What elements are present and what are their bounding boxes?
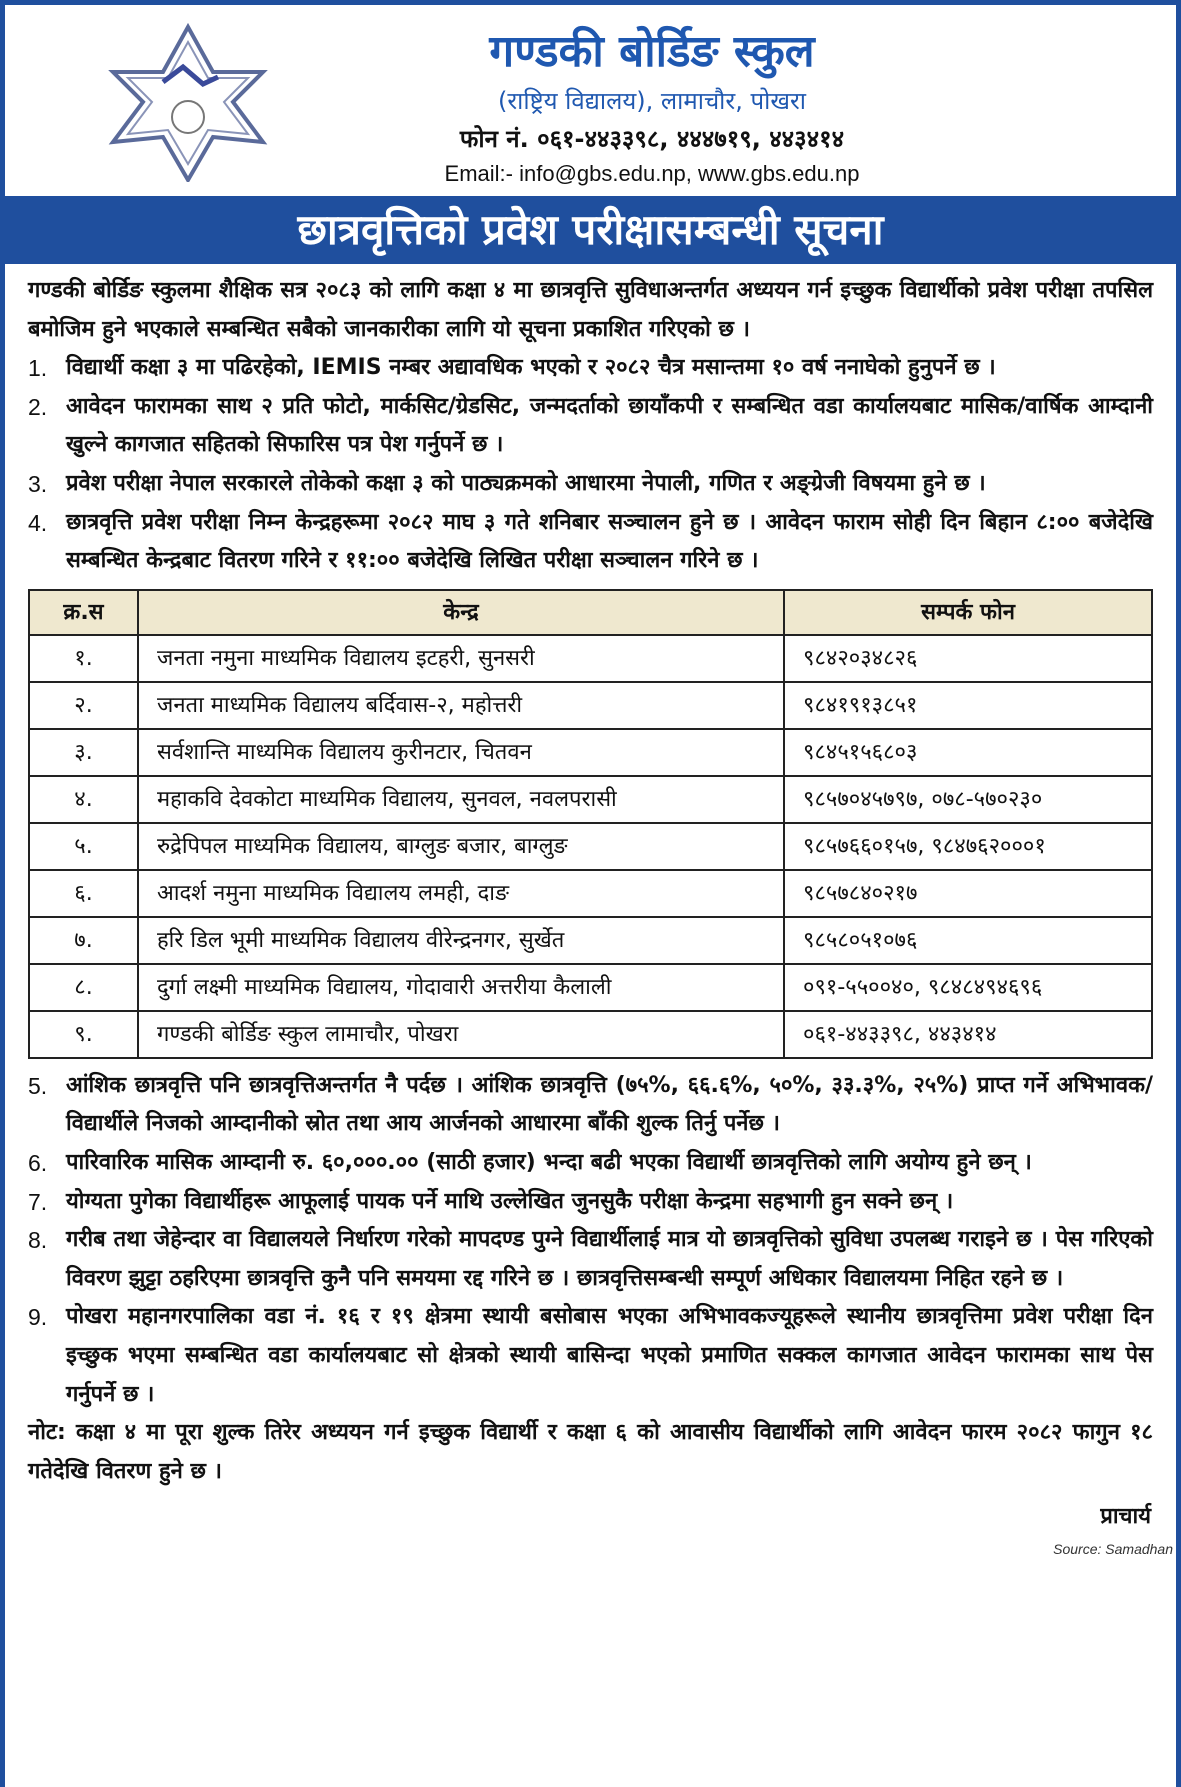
cell-center: महाकवि देवकोटा माध्यमिक विद्यालय, सुनवल, नवलपरासी bbox=[138, 776, 784, 823]
item-text: योग्यता पुगेका विद्यार्थीहरू आफूलाई पायक पर्ने माथि उल्लेखित जुनसुकै परीक्षा केन्द्रमा सहभागी हुन सक्ने छन् । bbox=[66, 1188, 954, 1214]
cell-phone: ९८४२०३४८२६ bbox=[784, 635, 1152, 682]
item-text: प्रवेश परीक्षा नेपाल सरकारले तोकेको कक्षा ३ को पाठ्यक्रमको आधारमा नेपाली, गणित र अङ्ग्रेजी विषयमा हुने छ । bbox=[66, 470, 986, 496]
table-row bbox=[29, 776, 1152, 823]
notice-body-bottom bbox=[28, 1067, 1153, 1492]
table-row bbox=[29, 729, 1152, 776]
cell-sn: ४. bbox=[29, 776, 138, 823]
col-header-phone: सम्पर्क फोन bbox=[784, 590, 1152, 635]
notice-body-top bbox=[28, 272, 1153, 581]
note-label: नोट: bbox=[28, 1420, 66, 1446]
list-item bbox=[28, 388, 1153, 465]
intro-paragraph: गण्डकी बोर्डिङ स्कुलमा शैक्षिक सत्र २०८३ को लागि कक्षा ४ मा छात्रवृत्ति सुविधाअन्तर्गत अध्ययन गर्न इच्छुक विद्यार्थीको प्रवेश परीक्षा तपसिल बमोजिम हुने भएकाले सम्बन्धित सबैको जानकारीका लागि यो सूचना प्रकाशित गरिएको छ । bbox=[28, 278, 1153, 342]
item-number: 7. bbox=[28, 1188, 48, 1215]
source-credit: Source: Samadhan bbox=[1053, 1541, 1173, 1558]
table-row bbox=[29, 917, 1152, 964]
table-row bbox=[29, 682, 1152, 729]
cell-phone: ९८५८०५१०७६ bbox=[784, 917, 1152, 964]
list-item bbox=[28, 1221, 1153, 1298]
list-item bbox=[28, 349, 1153, 388]
list-item bbox=[28, 1067, 1153, 1144]
school-email: Email:- info@gbs.edu.np, www.gbs.edu.np bbox=[444, 161, 860, 186]
cell-sn: ७. bbox=[29, 917, 138, 964]
school-address: (राष्ट्रिय विद्यालय), लामाचौर, पोखरा bbox=[498, 87, 806, 115]
item-text: आंशिक छात्रवृत्ति पनि छात्रवृत्तिअन्तर्गत नै पर्दछ । आंशिक छात्रवृत्ति (७५%, ६६.६%, ५०%, ३३.३%, २५%) प्राप्त गर्ने अभिभावक/विद्यार्थीले निजको आम्दानीको स्रोत तथा आय आर्जनको आधारमा बाँकी शुल्क तिर्नु पर्नेछ । bbox=[66, 1072, 1153, 1137]
item-number: 6. bbox=[28, 1149, 48, 1176]
list-item bbox=[28, 1298, 1153, 1414]
school-header-area bbox=[5, 5, 1176, 196]
cell-center: हरि डिल भूमी माध्यमिक विद्यालय वीरेन्द्रनगर, सुर्खेत bbox=[138, 917, 784, 964]
school-header bbox=[268, 22, 1176, 190]
cell-sn: २. bbox=[29, 682, 138, 729]
item-text: विद्यार्थी कक्षा ३ मा पढिरहेको, IEMIS नम्बर अद्यावधिक भएको र २०८२ चैत्र मसान्तमा १० वर्ष ननाघेको हुनुपर्ने छ । bbox=[66, 355, 996, 381]
cell-phone: ०६१-४४३३९८, ४४३४१४ bbox=[784, 1011, 1152, 1058]
item-text: पारिवारिक मासिक आम्दानी रु. ६०,०००.०० (साठी हजार) भन्दा बढी भएका विद्यार्थी छात्रवृत्तिको लागि अयोग्य हुने छन् । bbox=[66, 1149, 1032, 1175]
cell-sn: ६. bbox=[29, 870, 138, 917]
cell-center: जनता माध्यमिक विद्यालय बर्दिवास-२, महोत्तरी bbox=[138, 682, 784, 729]
item-number: 8. bbox=[28, 1227, 48, 1254]
item-number: 9. bbox=[28, 1304, 48, 1331]
cell-phone: ९८५७६६०१५७, ९८४७६२०००१ bbox=[784, 823, 1152, 870]
school-phone: फोन नं. ०६१-४४३३९८, ४४४७१९, ४४३४१४ bbox=[459, 125, 845, 153]
cell-phone: ९८५७८४०२१७ bbox=[784, 870, 1152, 917]
cell-center: सर्वशान्ति माध्यमिक विद्यालय कुरीनटार, चितवन bbox=[138, 729, 784, 776]
note bbox=[28, 1414, 1153, 1491]
cell-phone: ९८५७०४५७९७, ०७८-५७०२३० bbox=[784, 776, 1152, 823]
cell-center: आदर्श नमुना माध्यमिक विद्यालय लमही, दाङ bbox=[138, 870, 784, 917]
list-item bbox=[28, 465, 1153, 504]
notice-title: छात्रवृत्तिको प्रवेश परीक्षासम्बन्धी सूचना bbox=[5, 196, 1176, 264]
item-text: छात्रवृत्ति प्रवेश परीक्षा निम्न केन्द्रहरूमा २०८२ माघ ३ गते शनिबार सञ्चालन हुने छ । आवेदन फाराम सोही दिन बिहान ८:०० बजेदेखि सम्बन्धित केन्द्रबाट वितरण गरिने र ११:०० बजेदेखि लिखित परीक्षा सञ्चालन गरिने छ । bbox=[66, 509, 1153, 574]
table-row bbox=[29, 1011, 1152, 1058]
table-row bbox=[29, 964, 1152, 1011]
cell-sn: ५. bbox=[29, 823, 138, 870]
cell-sn: ८. bbox=[29, 964, 138, 1011]
item-text: पोखरा महानगरपालिका वडा नं. १६ र १९ क्षेत्रमा स्थायी बसोबास भएका अभिभावकज्यूहरूले स्थानीय छात्रवृत्तिमा प्रवेश परीक्षा दिन इच्छुक भएमा सम्बन्धित वडा कार्यालयबाट सो क्षेत्रको स्थायी बासिन्दा भएको प्रमाणित सक्कल कागजात आवेदन फारामका साथ पेस गर्नुपर्ने छ । bbox=[66, 1304, 1153, 1407]
cell-phone: ०९१-५५००४०, ९८४८४९४६९६ bbox=[784, 964, 1152, 1011]
table-row bbox=[29, 823, 1152, 870]
cell-sn: ९. bbox=[29, 1011, 138, 1058]
cell-sn: ३. bbox=[29, 729, 138, 776]
note-text: कक्षा ४ मा पूरा शुल्क तिरेर अध्ययन गर्न इच्छुक विद्यार्थी र कक्षा ६ को आवासीय विद्यार्थीको लागि आवेदन फारम २०८२ फागुन १८ गतेदेखि वितरण हुने छ । bbox=[28, 1420, 1153, 1484]
signature-principal: प्राचार्य bbox=[1100, 1504, 1151, 1530]
cell-sn: १. bbox=[29, 635, 138, 682]
list-item bbox=[28, 1144, 1153, 1183]
col-header-center: केन्द्र bbox=[138, 590, 784, 635]
item-number: 1. bbox=[28, 355, 48, 382]
item-number: 3. bbox=[28, 470, 48, 497]
school-logo-star-icon bbox=[108, 22, 268, 182]
item-text: गरीब तथा जेहेन्दार वा विद्यालयले निर्धारण गरेको मापदण्ड पुग्ने विद्यार्थीलाई मात्र यो छात्रवृत्तिको सुविधा उपलब्ध गराइने छ । पेस गरिएको विवरण झुट्टा ठहरिएमा छात्रवृत्ति कुनै पनि समयमा रद्द गरिने छ । छात्रवृत्तिसम्बन्धी सम्पूर्ण अधिकार विद्यालयमा निहित रहने छ । bbox=[66, 1227, 1153, 1291]
cell-center: गण्डकी बोर्डिङ स्कुल लामाचौर, पोखरा bbox=[138, 1011, 784, 1058]
col-header-sn: क्र.स bbox=[29, 590, 138, 635]
list-item bbox=[28, 504, 1153, 581]
item-number: 4. bbox=[28, 509, 48, 536]
list-item bbox=[28, 1183, 1153, 1222]
cell-phone: ९८४५१५६८०३ bbox=[784, 729, 1152, 776]
table-row bbox=[29, 870, 1152, 917]
cell-phone: ९८४१९१३८५१ bbox=[784, 682, 1152, 729]
exam-centers-table bbox=[28, 589, 1153, 1059]
cell-center: जनता नमुना माध्यमिक विद्यालय इटहरी, सुनसरी bbox=[138, 635, 784, 682]
table-row bbox=[29, 635, 1152, 682]
cell-center: दुर्गा लक्ष्मी माध्यमिक विद्यालय, गोदावारी अत्तरीया कैलाली bbox=[138, 964, 784, 1011]
item-number: 5. bbox=[28, 1072, 48, 1099]
school-name: गण्डकी बोर्डिङ स्कुल bbox=[489, 26, 815, 77]
item-text: आवेदन फारामका साथ २ प्रति फोटो, मार्कसिट/ग्रेडसिट, जन्मदर्ताको छायाँकपी र सम्बन्धित वडा कार्यालयबाट मासिक/वार्षिक आम्दानी खुल्ने कागजात सहितको सिफारिस पत्र पेश गर्नुपर्ने छ । bbox=[66, 393, 1153, 458]
item-number: 2. bbox=[28, 393, 48, 420]
cell-center: रुद्रेपिपल माध्यमिक विद्यालय, बाग्लुङ बजार, बाग्लुङ bbox=[138, 823, 784, 870]
